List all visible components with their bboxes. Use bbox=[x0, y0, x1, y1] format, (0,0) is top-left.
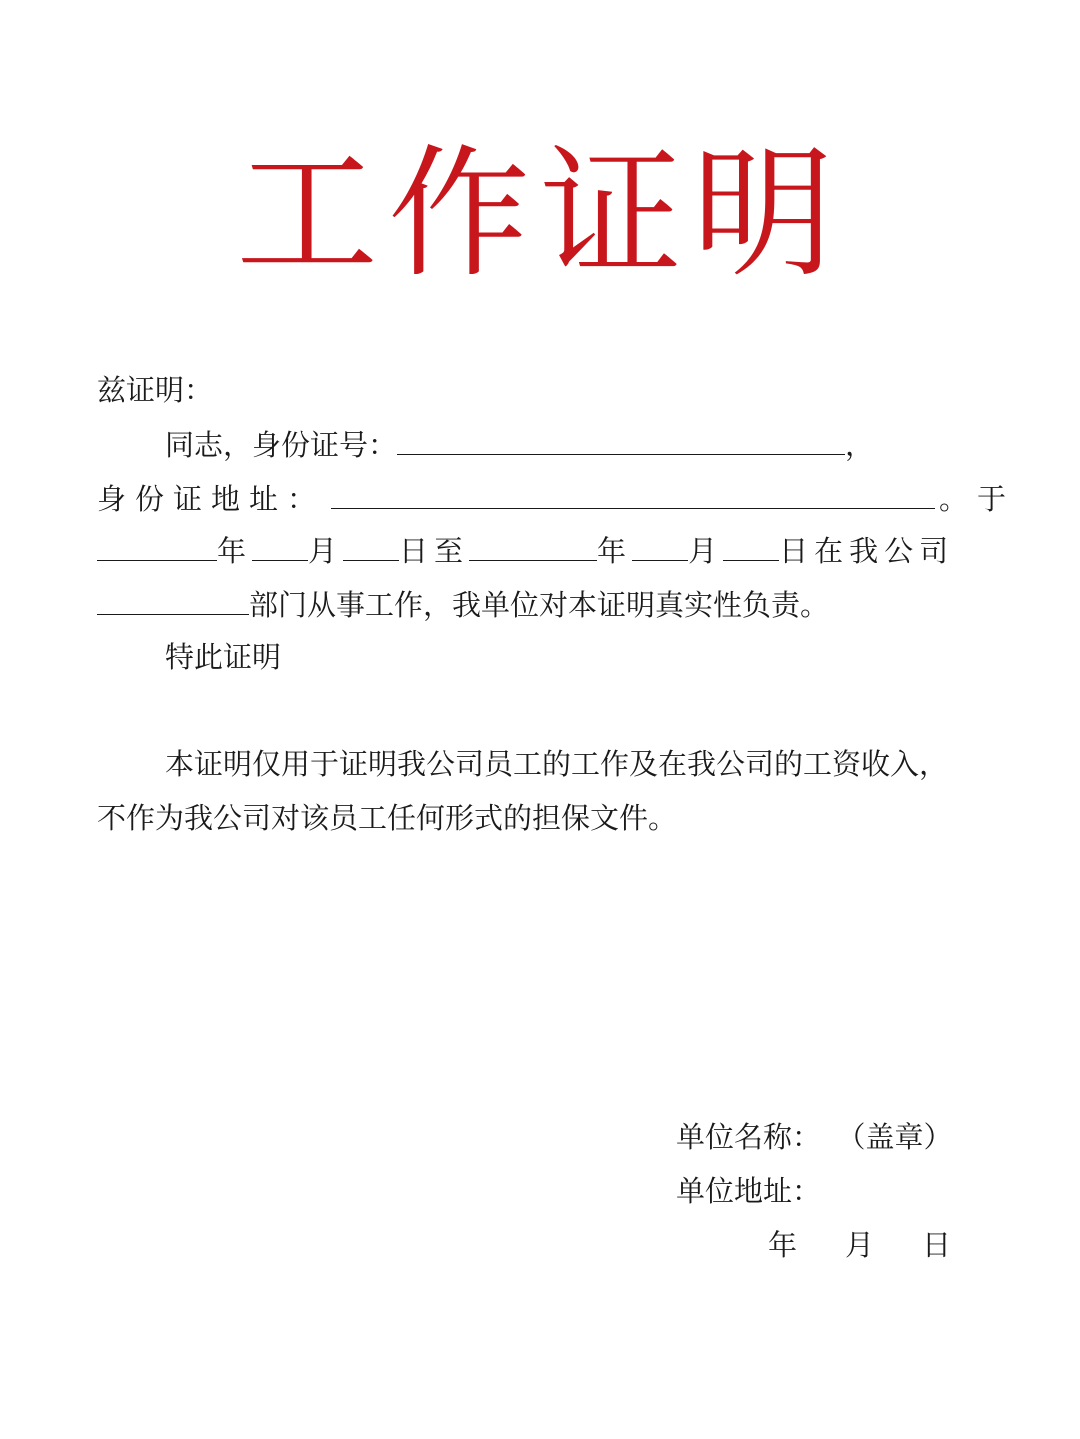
start-day-label: 日至 bbox=[399, 534, 470, 568]
end-month-blank[interactable] bbox=[632, 530, 688, 561]
id-address-blank[interactable] bbox=[331, 478, 935, 509]
company-address-label: 单位地址： bbox=[676, 1174, 822, 1208]
company-name-label: 单位名称： bbox=[676, 1120, 822, 1154]
end-day-blank[interactable] bbox=[723, 530, 779, 561]
start-month-blank[interactable] bbox=[252, 530, 308, 561]
id-number-suffix: ， bbox=[845, 428, 875, 462]
date-year-label: 年 bbox=[768, 1228, 798, 1262]
id-number-line bbox=[165, 424, 874, 465]
signature-date bbox=[768, 1225, 951, 1265]
note-line-1: 本证明仅用于证明我公司员工的工作及在我公司的工资收入， bbox=[165, 747, 949, 781]
document-title: 工作证明 bbox=[236, 132, 844, 297]
department-blank[interactable] bbox=[97, 584, 249, 615]
end-month-label: 月 bbox=[688, 534, 724, 568]
note-line-2: 不作为我公司对该员工任何形式的担保文件。 bbox=[97, 801, 678, 835]
id-number-blank[interactable] bbox=[397, 424, 845, 455]
company-name-line bbox=[676, 1117, 953, 1157]
end-year-blank[interactable] bbox=[469, 530, 597, 561]
date-day-label: 日 bbox=[922, 1228, 952, 1262]
seal-label: （盖章） bbox=[851, 1120, 953, 1154]
id-address-label: 身份证地址： bbox=[97, 482, 326, 516]
id-address-suffix: 。于 bbox=[939, 482, 1016, 516]
end-day-label: 日在我公司 bbox=[779, 534, 955, 568]
department-line bbox=[97, 584, 829, 625]
start-month-label: 月 bbox=[308, 534, 344, 568]
date-month-label: 月 bbox=[845, 1228, 875, 1262]
end-year-label: 年 bbox=[597, 534, 633, 568]
closing-statement: 特此证明 bbox=[165, 640, 282, 674]
start-year-blank[interactable] bbox=[97, 530, 217, 561]
department-text: 部门从事工作，我单位对本证明真实性负责。 bbox=[249, 588, 830, 622]
id-number-label: 同志，身份证号： bbox=[165, 428, 398, 462]
start-day-blank[interactable] bbox=[343, 530, 399, 561]
salutation: 兹证明： bbox=[97, 373, 214, 407]
start-year-label: 年 bbox=[217, 534, 253, 568]
id-address-line bbox=[97, 478, 1015, 519]
employment-period-line bbox=[97, 530, 954, 571]
